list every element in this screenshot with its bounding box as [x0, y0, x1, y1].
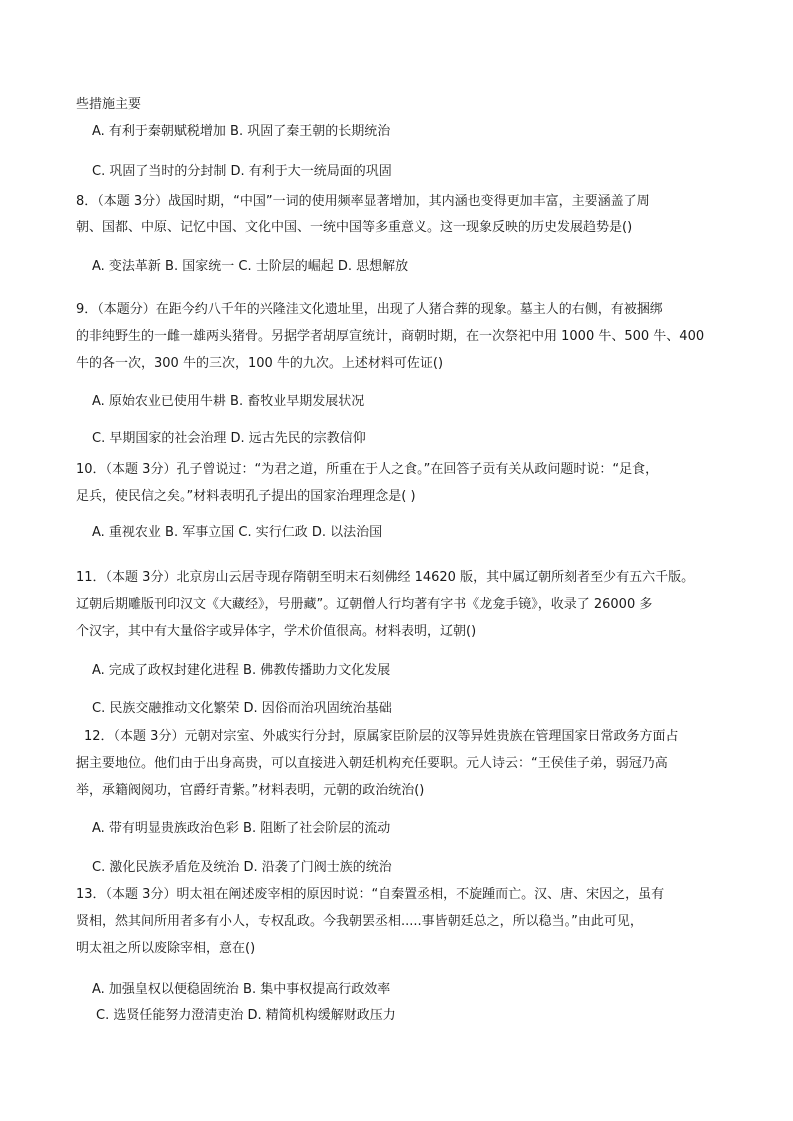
option-line: A. 完成了政权封建化进程 B. 佛教传播助力文化发展 — [92, 663, 391, 678]
question-line: 辽朝后期雕版刊印汉文《大藏经》，号册藏”。辽朝僧人行均著有字书《龙龛手镜》，收录了 26000 多 — [76, 597, 653, 612]
question-line: 12．（本题 3分）元朝对宗室、外戚实行分封，原属家臣阶层的汉等异姓贵族在管理国家日常政务方面占 — [84, 729, 679, 744]
question-line: 个汉字，其中有大量俗字或异体字，学术价值很高。材料表明，辽朝() — [76, 624, 477, 639]
question-line: 的非纯野生的一雌一雄两头猪骨。另据学者胡厚宣统计，商朝时期，在一次祭祀中用 1000 牛、500 牛、400 — [76, 329, 705, 344]
question-line: 13．（本题 3分）明太祖在阐述废宰相的原因时说：“自秦置丞相，不旋踵而亡。汉、唐、宋因之，虽有 — [76, 887, 665, 902]
question-line: 足兵，使民信之矣。”材料表明孔子提出的国家治理理念是( ) — [76, 489, 416, 504]
question-line: 举，承籍阀阅功，官爵纡青紫。”材料表明，元朝的政治统治() — [76, 783, 425, 798]
text-line: 些措施主要 — [76, 97, 142, 112]
option-line: A. 原始农业已使用牛耕 B. 畜牧业早期发展状况 — [92, 394, 365, 409]
option-line: C. 民族交融推动文化繁荣 D. 因俗而治巩固统治基础 — [92, 701, 392, 716]
question-line: 明太祖之所以废除宰相，意在() — [76, 941, 256, 956]
option-line: C. 选贤任能努力澄清吏治 D. 精简机构缓解财政压力 — [96, 1008, 396, 1023]
question-line: 9．（本题分）在距今约八千年的兴隆洼文化遗址里，出现了人猪合葬的现象。墓主人的右侧，有被捆绑 — [76, 302, 663, 317]
question-line: 8．（本题 3分）战国时期，“中国”一词的使用频率显著增加，其内涵也变得更加丰富，主要涵盖了周 — [76, 194, 650, 209]
option-line: C. 巩固了当时的分封制 D. 有利于大一统局面的巩固 — [92, 164, 392, 179]
question-line: 据主要地位。他们由于出身高贵，可以直接进入朝廷机构充任要职。元人诗云：“王侯佳子弟，弱冠乃高 — [76, 756, 668, 771]
option-line: A. 重视农业 B. 军事立国 C. 实行仁政 D. 以法治国 — [92, 525, 383, 540]
option-line: C. 早期国家的社会治理 D. 远古先民的宗教信仰 — [92, 431, 366, 446]
question-line: 10．（本题 3分）孔子曾说过：“为君之道，所重在于人之食。”在回答子贡有关从政问题时说：“足食， — [76, 462, 659, 477]
option-line: A. 变法革新 B. 国家统一 C. 士阶层的崛起 D. 思想解放 — [92, 259, 409, 274]
option-line: C. 激化民族矛盾危及统治 D. 沿袭了门阀士族的统治 — [92, 860, 392, 875]
question-line: 牛的各一次，300 牛的三次，100 牛的九次。上述材料可佐证() — [76, 356, 444, 371]
option-line: A. 加强皇权以便稳固统治 B. 集中事权提高行政效率 — [92, 982, 391, 997]
option-line: A. 有利于秦朝赋税增加 B. 巩固了秦王朝的长期统治 — [92, 124, 391, 139]
question-line: 朝、国都、中原、记忆中国、文化中国、一统中国等多重意义。这一现象反映的历史发展趋势是() — [76, 220, 633, 235]
option-line: A. 带有明显贵族政治色彩 B. 阻断了社会阶层的流动 — [92, 821, 391, 836]
question-line: 11．（本题 3分）北京房山云居寺现存隋朝至明末石刻佛经 14620 版，其中属辽朝所刻者至少有五六千版。 — [76, 570, 695, 585]
question-line: 贤相，然其间所用者多有小人，专权乱政。今我朝罢丞相.....事皆朝廷总之，所以稳当。”由此可见， — [76, 914, 643, 929]
